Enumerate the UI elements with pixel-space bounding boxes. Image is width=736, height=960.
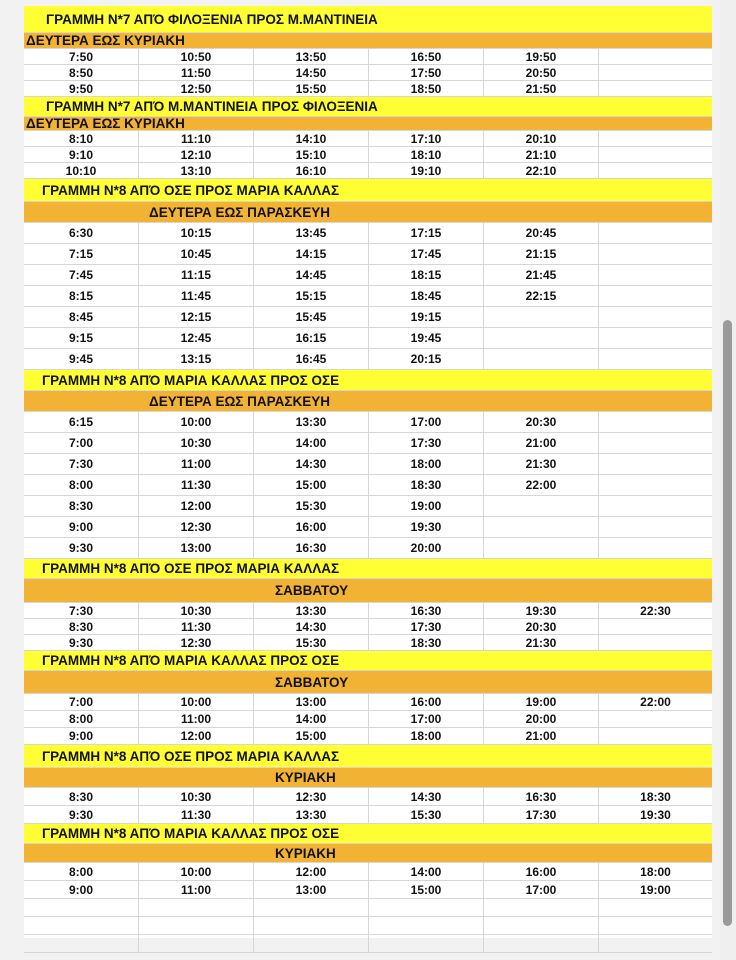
schedule-section [24, 559, 712, 651]
time-cell: 13:00 [254, 881, 369, 898]
scrollbar-thumb[interactable] [723, 320, 732, 926]
empty-cell [484, 917, 599, 934]
time-cell: 7:30 [24, 603, 139, 618]
days-label: ΔΕΥΤΕΡΑ ΕΩΣ ΚΥΡΙΑΚΗ [26, 116, 185, 131]
time-cell: 12:00 [254, 863, 369, 880]
route-title-row [24, 745, 712, 768]
table-row [24, 433, 712, 454]
time-cell: 6:30 [24, 223, 139, 243]
time-cell: 15:30 [254, 635, 369, 650]
time-cell [599, 307, 712, 327]
time-cell: 14:50 [254, 65, 369, 80]
time-cell: 12:15 [139, 307, 254, 327]
time-cell [599, 131, 712, 146]
time-cell [599, 412, 712, 432]
time-cell: 17:30 [369, 619, 484, 634]
time-cell [599, 244, 712, 264]
time-cell: 17:10 [369, 131, 484, 146]
time-cell [484, 517, 599, 537]
time-cell [599, 65, 712, 80]
empty-cell [139, 935, 254, 952]
time-cell: 12:50 [139, 81, 254, 96]
time-cell [484, 349, 599, 369]
empty-cell [139, 899, 254, 916]
route-title-row [24, 6, 712, 33]
time-cell: 21:00 [484, 728, 599, 744]
schedule-section [24, 179, 712, 370]
time-cell: 11:00 [139, 711, 254, 727]
time-cell: 10:10 [24, 163, 139, 178]
time-cell: 18:30 [369, 635, 484, 650]
days-label: ΣΑΒΒΑΤΟΥ [275, 583, 349, 598]
empty-cell [369, 899, 484, 916]
time-cell: 20:00 [484, 711, 599, 727]
time-cell: 18:30 [369, 475, 484, 495]
time-cell: 19:45 [369, 328, 484, 348]
time-cell [599, 635, 712, 650]
time-cell: 15:10 [254, 147, 369, 162]
days-label: ΚΥΡΙΑΚΗ [275, 845, 336, 861]
time-cell: 16:15 [254, 328, 369, 348]
table-row [24, 223, 712, 244]
time-cell [599, 265, 712, 285]
route-title: ΓΡΑΜΜΗ Ν*8 ΑΠΌ ΜΑΡΙΑ ΚΑΛΛΑΣ ΠΡΟΣ ΟΣΕ [42, 826, 340, 841]
timetable-sheet [24, 6, 712, 938]
days-row [24, 768, 712, 788]
time-cell: 15:50 [254, 81, 369, 96]
schedule-section [24, 97, 712, 179]
time-cell: 10:00 [139, 694, 254, 710]
empty-cell [254, 935, 369, 952]
time-cell: 14:10 [254, 131, 369, 146]
time-cell: 13:50 [254, 49, 369, 64]
table-row [24, 538, 712, 559]
time-cell [599, 517, 712, 537]
table-row [24, 265, 712, 286]
time-cell: 20:00 [369, 538, 484, 558]
table-row [24, 517, 712, 538]
days-row [24, 844, 712, 863]
time-cell: 14:30 [254, 454, 369, 474]
time-cell: 10:00 [139, 863, 254, 880]
time-cell: 18:50 [369, 81, 484, 96]
time-cell: 14:30 [369, 788, 484, 805]
table-row [24, 881, 712, 899]
time-cell [599, 328, 712, 348]
time-cell: 11:30 [139, 806, 254, 823]
table-row [24, 412, 712, 433]
table-row [24, 806, 712, 824]
time-cell: 9:00 [24, 517, 139, 537]
route-title: ΓΡΑΜΜΗ Ν*8 ΑΠΌ ΟΣΕ ΠΡΟΣ ΜΑΡΙΑ ΚΑΛΛΑΣ [42, 182, 340, 198]
table-row [24, 65, 712, 81]
time-cell: 13:15 [139, 349, 254, 369]
time-cell: 8:15 [24, 286, 139, 306]
days-row [24, 671, 712, 694]
time-cell [599, 475, 712, 495]
time-cell: 12:00 [139, 728, 254, 744]
table-row [24, 328, 712, 349]
table-row [24, 163, 712, 179]
table-row [24, 694, 712, 711]
time-cell: 9:30 [24, 635, 139, 650]
time-cell [599, 433, 712, 453]
time-cell: 16:00 [484, 863, 599, 880]
table-row [24, 635, 712, 651]
table-row [24, 244, 712, 265]
time-cell: 11:15 [139, 265, 254, 285]
time-cell: 19:15 [369, 307, 484, 327]
time-cell [599, 454, 712, 474]
time-cell: 17:30 [484, 806, 599, 823]
schedule-section [24, 370, 712, 559]
time-cell: 19:30 [369, 517, 484, 537]
table-row [24, 711, 712, 728]
time-cell: 15:00 [254, 728, 369, 744]
time-cell [484, 538, 599, 558]
time-cell: 14:00 [254, 711, 369, 727]
time-cell: 9:10 [24, 147, 139, 162]
schedule-section [24, 824, 712, 899]
empty-row [24, 917, 712, 935]
empty-cell [369, 917, 484, 934]
time-cell: 7:30 [24, 454, 139, 474]
time-cell: 13:00 [254, 694, 369, 710]
time-cell: 10:15 [139, 223, 254, 243]
time-cell: 14:00 [369, 863, 484, 880]
empty-cell [599, 899, 712, 916]
empty-cell [599, 935, 712, 952]
time-cell: 14:30 [254, 619, 369, 634]
time-cell: 9:00 [24, 881, 139, 898]
days-row [24, 117, 712, 131]
time-cell: 9:15 [24, 328, 139, 348]
time-cell: 8:50 [24, 65, 139, 80]
table-row [24, 863, 712, 881]
time-cell: 15:45 [254, 307, 369, 327]
time-cell: 10:50 [139, 49, 254, 64]
time-cell: 19:10 [369, 163, 484, 178]
time-cell [484, 307, 599, 327]
time-cell: 17:00 [484, 881, 599, 898]
time-cell: 8:10 [24, 131, 139, 146]
time-cell: 16:50 [369, 49, 484, 64]
schedule-section [24, 6, 712, 97]
time-cell: 22:00 [484, 475, 599, 495]
table-row [24, 454, 712, 475]
time-cell: 20:30 [484, 619, 599, 634]
time-cell [599, 49, 712, 64]
table-row [24, 603, 712, 619]
time-cell: 12:30 [139, 517, 254, 537]
table-row [24, 131, 712, 147]
time-cell [599, 286, 712, 306]
empty-cell [139, 917, 254, 934]
time-cell: 10:45 [139, 244, 254, 264]
time-cell: 19:00 [369, 496, 484, 516]
time-cell [484, 328, 599, 348]
time-cell: 22:00 [640, 695, 671, 709]
time-cell [599, 496, 712, 516]
time-cell: 13:10 [139, 163, 254, 178]
time-cell: 8:00 [24, 863, 139, 880]
time-cell: 8:00 [24, 475, 139, 495]
time-cell: 19:30 [484, 603, 599, 618]
time-cell: 13:30 [254, 412, 369, 432]
time-cell: 17:00 [369, 412, 484, 432]
route-title-row [24, 97, 712, 117]
route-title-row [24, 370, 712, 391]
time-cell: 11:00 [139, 881, 254, 898]
days-row [24, 33, 712, 49]
time-cell: 16:10 [254, 163, 369, 178]
time-cell: 11:30 [139, 475, 254, 495]
time-cell: 17:00 [369, 711, 484, 727]
time-cell: 15:30 [254, 496, 369, 516]
time-cell: 21:10 [484, 147, 599, 162]
days-row [24, 202, 712, 223]
time-cell [599, 223, 712, 243]
route-title: ΓΡΑΜΜΗ Ν*7 ΑΠΌ ΦΙΛΟΞΕΝΙΑ ΠΡΟΣ Μ.ΜΑΝΤΙΝΕΙΑ [46, 11, 378, 27]
time-cell: 11:30 [139, 619, 254, 634]
route-title-row [24, 559, 712, 579]
time-cell: 17:45 [369, 244, 484, 264]
time-cell: 18:10 [369, 147, 484, 162]
route-title: ΓΡΑΜΜΗ Ν*8 ΑΠΌ ΟΣΕ ΠΡΟΣ ΜΑΡΙΑ ΚΑΛΛΑΣ [42, 561, 340, 576]
time-cell: 18:00 [369, 454, 484, 474]
time-cell: 6:15 [24, 412, 139, 432]
schedule-section [24, 745, 712, 824]
time-cell: 18:00 [640, 864, 671, 879]
time-cell: 11:45 [139, 286, 254, 306]
empty-cell [254, 899, 369, 916]
table-row [24, 788, 712, 806]
route-title-row [24, 179, 712, 202]
time-cell: 17:15 [369, 223, 484, 243]
time-cell: 19:00 [484, 694, 599, 710]
time-cell: 12:30 [139, 635, 254, 650]
empty-cell [369, 935, 484, 952]
time-cell: 20:45 [484, 223, 599, 243]
time-cell: 15:30 [369, 806, 484, 823]
time-cell: 15:15 [254, 286, 369, 306]
time-cell: 10:30 [139, 433, 254, 453]
time-cell: 21:30 [484, 454, 599, 474]
time-cell: 7:00 [24, 694, 139, 710]
time-cell: 16:00 [254, 517, 369, 537]
empty-cell [24, 899, 139, 916]
empty-cell [24, 917, 139, 934]
time-cell: 18:30 [640, 789, 671, 804]
time-cell: 19:00 [640, 882, 671, 897]
time-cell [599, 538, 712, 558]
time-cell: 7:15 [24, 244, 139, 264]
time-cell: 20:15 [369, 349, 484, 369]
table-row [24, 81, 712, 97]
time-cell: 10:30 [139, 788, 254, 805]
empty-cell [254, 917, 369, 934]
time-cell: 19:50 [484, 49, 599, 64]
time-cell: 9:00 [24, 728, 139, 744]
time-cell: 13:00 [139, 538, 254, 558]
time-cell: 13:45 [254, 223, 369, 243]
time-cell: 9:30 [24, 538, 139, 558]
time-cell: 20:50 [484, 65, 599, 80]
route-title-row [24, 651, 712, 671]
time-cell: 8:30 [24, 619, 139, 634]
table-row [24, 307, 712, 328]
time-cell: 12:10 [139, 147, 254, 162]
time-cell: 16:30 [254, 538, 369, 558]
time-cell: 9:45 [24, 349, 139, 369]
time-cell [599, 147, 712, 162]
empty-cell [599, 917, 712, 934]
empty-cell [24, 935, 139, 952]
time-cell: 19:30 [640, 807, 671, 822]
time-cell: 21:50 [484, 81, 599, 96]
time-cell: 9:30 [24, 806, 139, 823]
time-cell: 12:00 [139, 496, 254, 516]
days-label: ΣΑΒΒΑΤΟΥ [275, 674, 349, 690]
time-cell: 20:30 [484, 412, 599, 432]
route-title: ΓΡΑΜΜΗ Ν*8 ΑΠΌ ΜΑΡΙΑ ΚΑΛΛΑΣ ΠΡΟΣ ΟΣΕ [42, 372, 340, 388]
time-cell: 15:00 [369, 881, 484, 898]
days-row [24, 579, 712, 603]
time-cell: 10:00 [139, 412, 254, 432]
time-cell: 13:30 [254, 806, 369, 823]
time-cell [599, 349, 712, 369]
time-cell: 11:00 [139, 454, 254, 474]
days-row [24, 391, 712, 412]
days-label: ΔΕΥΤΕΡΑ ΕΩΣ ΚΥΡΙΑΚΗ [26, 33, 185, 48]
time-cell: 18:45 [369, 286, 484, 306]
time-cell: 12:45 [139, 328, 254, 348]
table-row [24, 49, 712, 65]
table-row [24, 728, 712, 745]
time-cell: 16:45 [254, 349, 369, 369]
time-cell: 22:10 [484, 163, 599, 178]
time-cell: 11:10 [139, 131, 254, 146]
time-cell: 8:30 [24, 496, 139, 516]
time-cell [599, 619, 712, 634]
time-cell: 21:30 [484, 635, 599, 650]
empty-row [24, 935, 712, 953]
time-cell: 22:15 [484, 286, 599, 306]
time-cell: 11:50 [139, 65, 254, 80]
days-label: ΔΕΥΤΕΡΑ ΕΩΣ ΠΑΡΑΣΚΕΥΗ [149, 393, 331, 409]
time-cell: 14:45 [254, 265, 369, 285]
schedule-section [24, 651, 712, 745]
time-cell: 12:30 [254, 788, 369, 805]
time-cell: 13:30 [254, 603, 369, 618]
time-cell: 10:30 [139, 603, 254, 618]
table-row [24, 286, 712, 307]
table-row [24, 475, 712, 496]
time-cell: 7:00 [24, 433, 139, 453]
time-cell [599, 81, 712, 96]
table-row [24, 496, 712, 517]
route-title-row [24, 824, 712, 844]
table-row [24, 147, 712, 163]
time-cell [599, 711, 712, 727]
time-cell [599, 728, 712, 744]
route-title: ΓΡΑΜΜΗ Ν*8 ΑΠΌ ΜΑΡΙΑ ΚΑΛΛΑΣ ΠΡΟΣ ΟΣΕ [42, 653, 340, 668]
time-cell: 7:50 [24, 49, 139, 64]
time-cell: 7:45 [24, 265, 139, 285]
time-cell: 8:00 [24, 711, 139, 727]
empty-cell [484, 935, 599, 952]
time-cell: 20:10 [484, 131, 599, 146]
time-cell [484, 496, 599, 516]
time-cell: 21:15 [484, 244, 599, 264]
time-cell: 9:50 [24, 81, 139, 96]
time-cell: 17:50 [369, 65, 484, 80]
time-cell: 14:15 [254, 244, 369, 264]
time-cell: 18:00 [369, 728, 484, 744]
time-cell: 16:30 [484, 788, 599, 805]
empty-cell [484, 899, 599, 916]
table-row [24, 619, 712, 635]
time-cell: 15:00 [254, 475, 369, 495]
days-label: ΔΕΥΤΕΡΑ ΕΩΣ ΠΑΡΑΣΚΕΥΗ [149, 204, 331, 220]
empty-row [24, 899, 712, 917]
time-cell: 16:00 [369, 694, 484, 710]
time-cell: 17:30 [369, 433, 484, 453]
route-title: ΓΡΑΜΜΗ Ν*8 ΑΠΌ ΟΣΕ ΠΡΟΣ ΜΑΡΙΑ ΚΑΛΛΑΣ [42, 748, 340, 764]
time-cell: 22:30 [640, 603, 671, 618]
time-cell: 14:00 [254, 433, 369, 453]
time-cell: 21:00 [484, 433, 599, 453]
time-cell [599, 163, 712, 178]
time-cell: 8:45 [24, 307, 139, 327]
table-row [24, 349, 712, 370]
time-cell: 8:30 [24, 788, 139, 805]
days-label: ΚΥΡΙΑΚΗ [275, 770, 336, 785]
time-cell: 21:45 [484, 265, 599, 285]
time-cell: 18:15 [369, 265, 484, 285]
time-cell: 16:30 [369, 603, 484, 618]
route-title: ΓΡΑΜΜΗ Ν*7 ΑΠΌ Μ.ΜΑΝΤΙΝΕΙΑ ΠΡΟΣ ΦΙΛΟΞΕΝΙΑ [46, 99, 378, 114]
